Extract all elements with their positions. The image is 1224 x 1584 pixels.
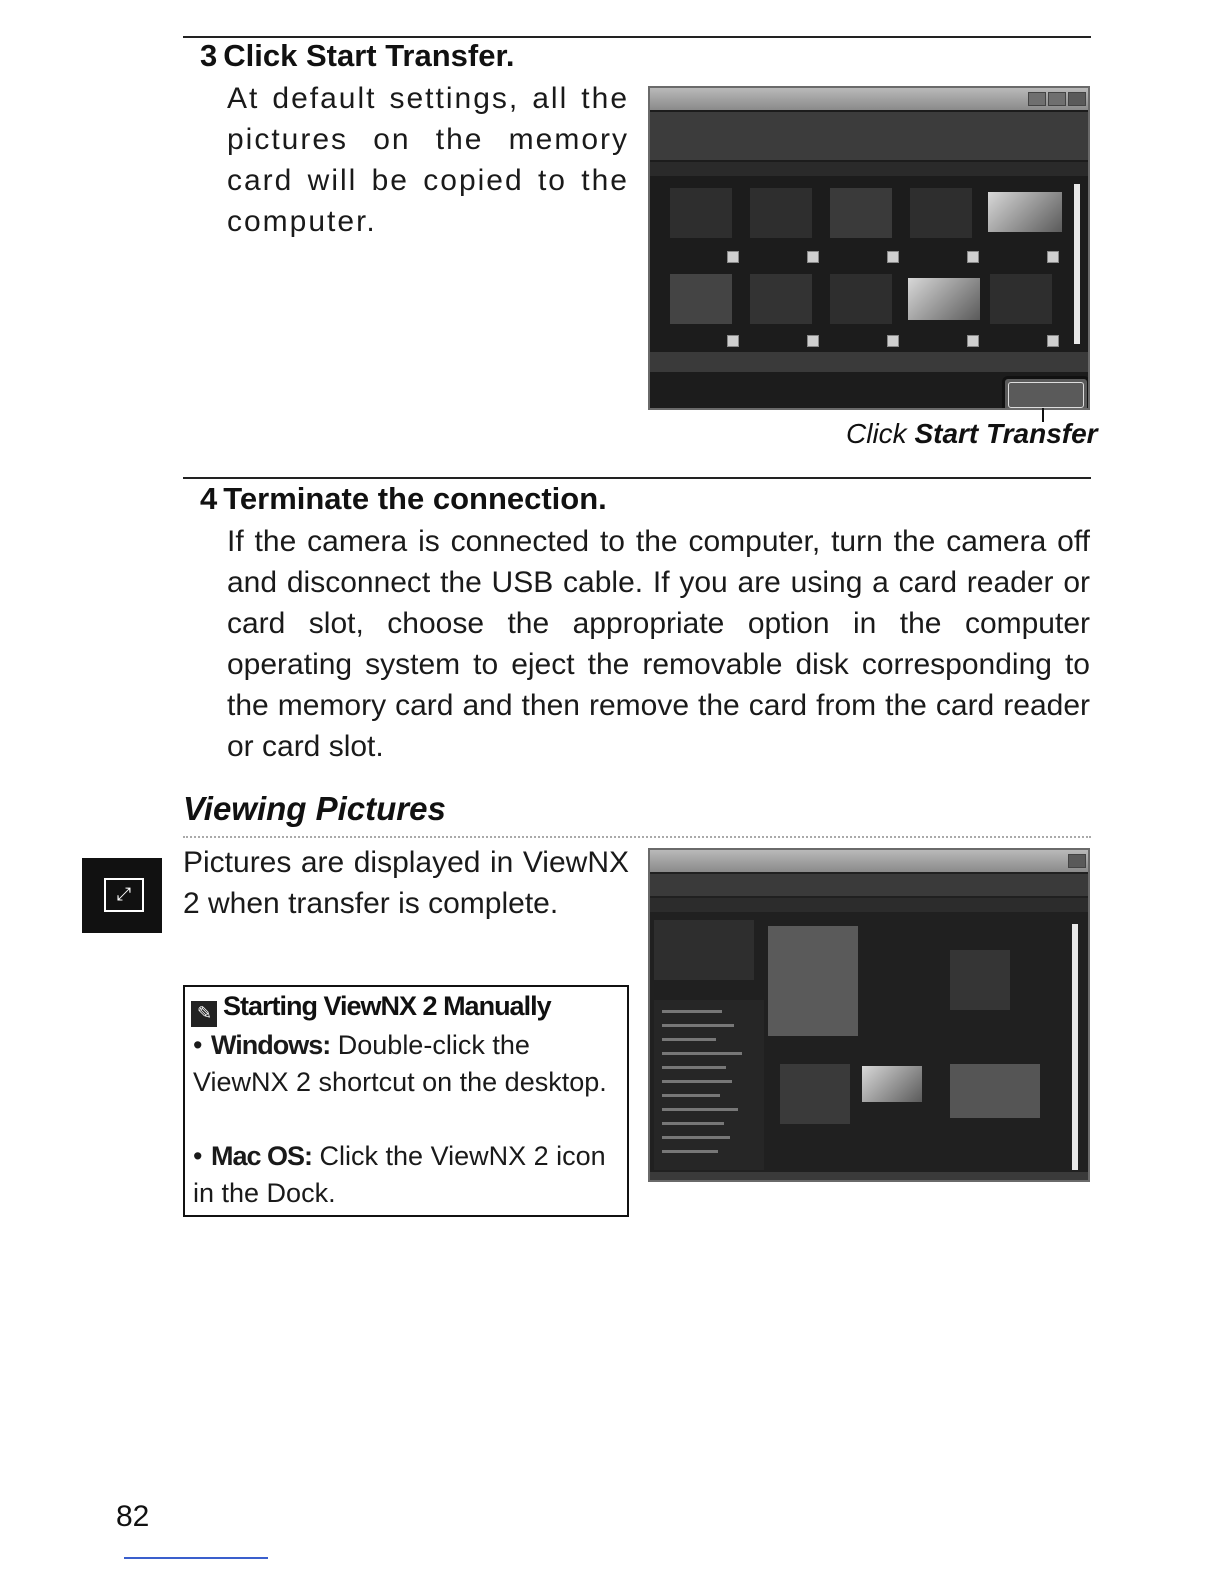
caption-bold: Start Transfer <box>914 418 1098 449</box>
connection-icon: ⤢ <box>104 878 144 912</box>
note-item-text: Click the ViewNX 2 icon in the Dock. <box>193 1141 606 1208</box>
window-titlebar <box>650 88 1088 110</box>
note-item-windows: • Windows: Double-click the ViewNX 2 shortcut on the desktop. <box>193 1030 607 1097</box>
step-number: 3 <box>200 38 218 73</box>
checkbox-icon <box>807 335 819 347</box>
thumbnail <box>988 192 1062 232</box>
step-4-heading <box>200 481 607 517</box>
viewnx-window-screenshot <box>648 848 1090 1182</box>
section-rule <box>183 477 1091 479</box>
checkbox-icon <box>727 251 739 263</box>
thumbnail <box>908 278 980 320</box>
note-item-mac: • Mac OS: Click the ViewNX 2 icon in the Dock. <box>193 1141 606 1208</box>
thumbnail <box>830 188 892 238</box>
thumbnail <box>670 188 732 238</box>
step-number: 4 <box>200 481 218 516</box>
thumbnail <box>670 274 732 324</box>
thumbnail <box>910 188 972 238</box>
scrollbar <box>1072 924 1078 1170</box>
thumbnail <box>950 950 1010 1010</box>
start-transfer-button <box>1002 376 1090 410</box>
section-title: Viewing Pictures <box>183 790 446 827</box>
checkbox-icon <box>727 335 739 347</box>
navigation-panel <box>654 920 754 980</box>
status-bar <box>650 352 1088 372</box>
thumbnail <box>830 274 892 324</box>
pencil-icon: ✎ <box>191 1001 217 1027</box>
status-bar <box>650 1172 1088 1182</box>
thumbnail <box>768 926 858 1036</box>
options-panel <box>650 112 1088 160</box>
checkbox-icon <box>887 251 899 263</box>
thumbnail-header <box>650 162 1088 176</box>
note-item-text: Double-click the ViewNX 2 shortcut on the desktop. <box>193 1030 607 1097</box>
window-titlebar <box>650 850 1088 872</box>
page-underline <box>124 1557 268 1559</box>
step-title: Click Start Transfer. <box>223 38 515 73</box>
note-title <box>191 991 551 1027</box>
checkbox-icon <box>887 335 899 347</box>
checkbox-icon <box>1047 335 1059 347</box>
note-box <box>183 985 629 1217</box>
note-title-text: Starting ViewNX 2 Manually <box>223 991 551 1021</box>
checkbox-icon <box>967 335 979 347</box>
screenshot-caption <box>846 418 1098 450</box>
caption-prefix: Click <box>846 418 907 449</box>
step-3-heading <box>200 38 514 74</box>
toolbar <box>650 874 1088 896</box>
step-4-body: If the camera is connected to the computer, turn the camera off and disconnect the USB cable. If you are using a card reader or card slot, choose the appropriate option in the computer operating system to eject the removable disk corresponding to the memory card and then remove the card from the card reader or card slot. <box>227 525 1090 763</box>
thumbnail <box>950 1064 1040 1118</box>
thumbnail <box>990 274 1052 324</box>
thumbnail <box>750 188 812 238</box>
page-number: 82 <box>116 1500 150 1533</box>
note-item-label: Windows: <box>211 1030 331 1060</box>
thumbnail <box>862 1066 922 1102</box>
transfer-window-screenshot <box>648 86 1090 410</box>
section-divider <box>183 836 1091 838</box>
thumbnail <box>750 274 812 324</box>
chapter-tab <box>82 858 162 933</box>
step-title: Terminate the connection. <box>223 481 607 516</box>
checkbox-icon <box>1047 251 1059 263</box>
checkbox-icon <box>967 251 979 263</box>
viewing-body: Pictures are displayed in ViewNX 2 when transfer is complete. <box>183 846 629 920</box>
secondary-toolbar <box>650 898 1088 912</box>
checkbox-icon <box>807 251 819 263</box>
thumbnail <box>780 1064 850 1124</box>
scrollbar <box>1074 184 1080 344</box>
step-3-body: At default settings, all the pictures on the memory card will be copied to the computer. <box>227 82 629 238</box>
note-item-label: Mac OS: <box>211 1141 313 1171</box>
folder-tree <box>654 1000 764 1170</box>
